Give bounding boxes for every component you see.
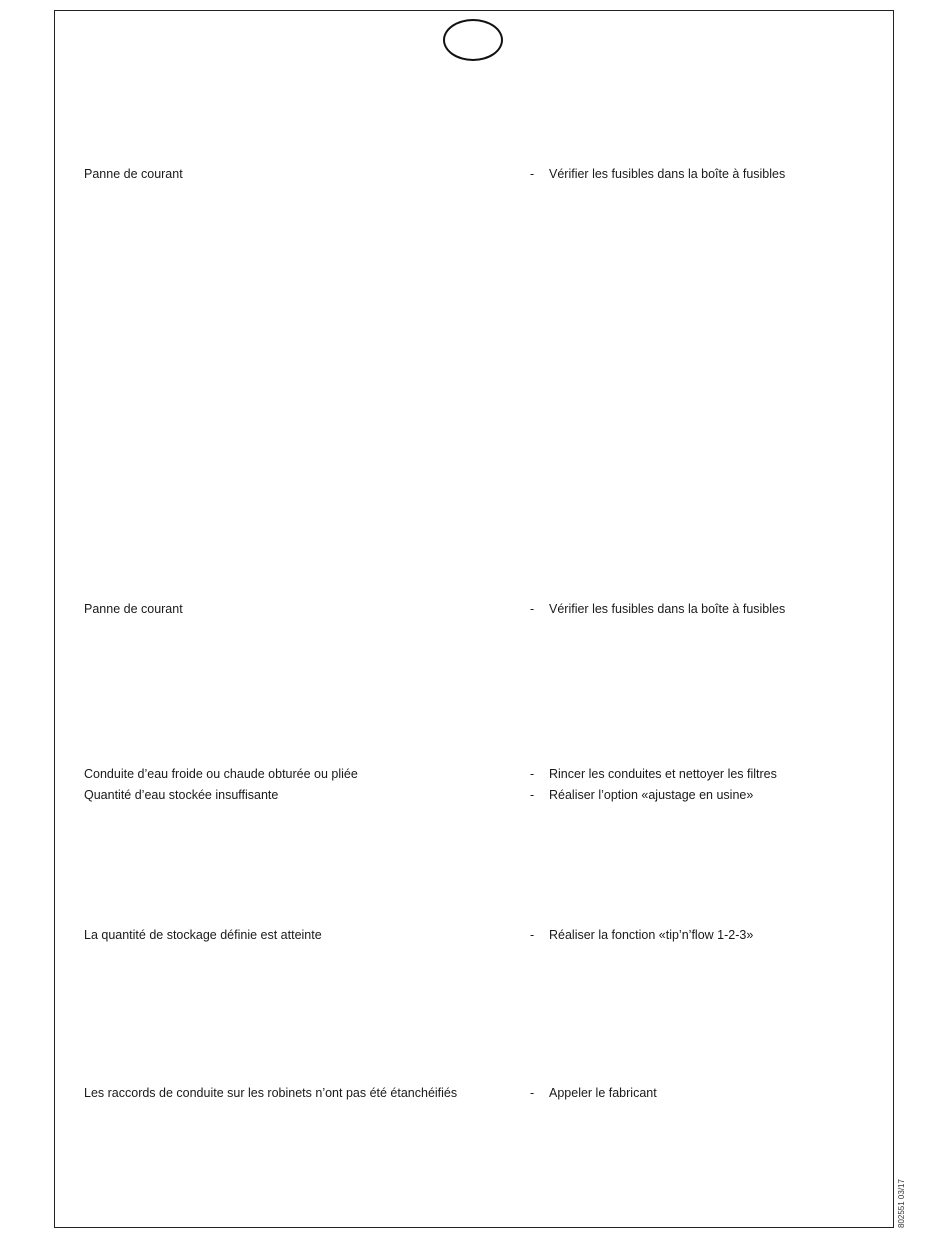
dash-bullet: -: [530, 602, 535, 616]
action-text: Vérifier les fusibles dans la boîte à fusibles: [549, 602, 786, 616]
cause-text: Quantité d’eau stockée insuffisante: [84, 788, 279, 802]
dash-bullet: -: [530, 167, 535, 181]
cause-text: Les raccords de conduite sur les robinets n’ont pas été étanchéifiés: [84, 1086, 458, 1100]
action-item: [530, 785, 753, 806]
cause-text: Conduite d’eau froide ou chaude obturée ou pliée: [84, 767, 358, 781]
cause-text: Panne de courant: [84, 602, 183, 616]
action-item: [530, 599, 785, 620]
action-item: [530, 1083, 657, 1104]
action-text: Appeler le fabricant: [549, 1086, 657, 1100]
document-reference: 802551 03/17: [897, 1179, 906, 1228]
action-item: [530, 164, 785, 185]
action-item: [530, 925, 753, 946]
dash-bullet: -: [530, 788, 535, 802]
cause-text: La quantité de stockage définie est atteinte: [84, 928, 322, 942]
dash-bullet: -: [530, 767, 535, 781]
cause-text: Panne de courant: [84, 167, 183, 181]
action-item: [530, 764, 777, 785]
dash-bullet: -: [530, 928, 535, 942]
action-text: Réaliser l’option «ajustage en usine»: [549, 788, 754, 802]
action-text: Rincer les conduites et nettoyer les filtres: [549, 767, 777, 781]
language-oval-badge: [443, 19, 503, 61]
action-text: Vérifier les fusibles dans la boîte à fusibles: [549, 167, 786, 181]
dash-bullet: -: [530, 1086, 535, 1100]
action-text: Réaliser la fonction «tip’n’flow 1-2-3»: [549, 928, 754, 942]
